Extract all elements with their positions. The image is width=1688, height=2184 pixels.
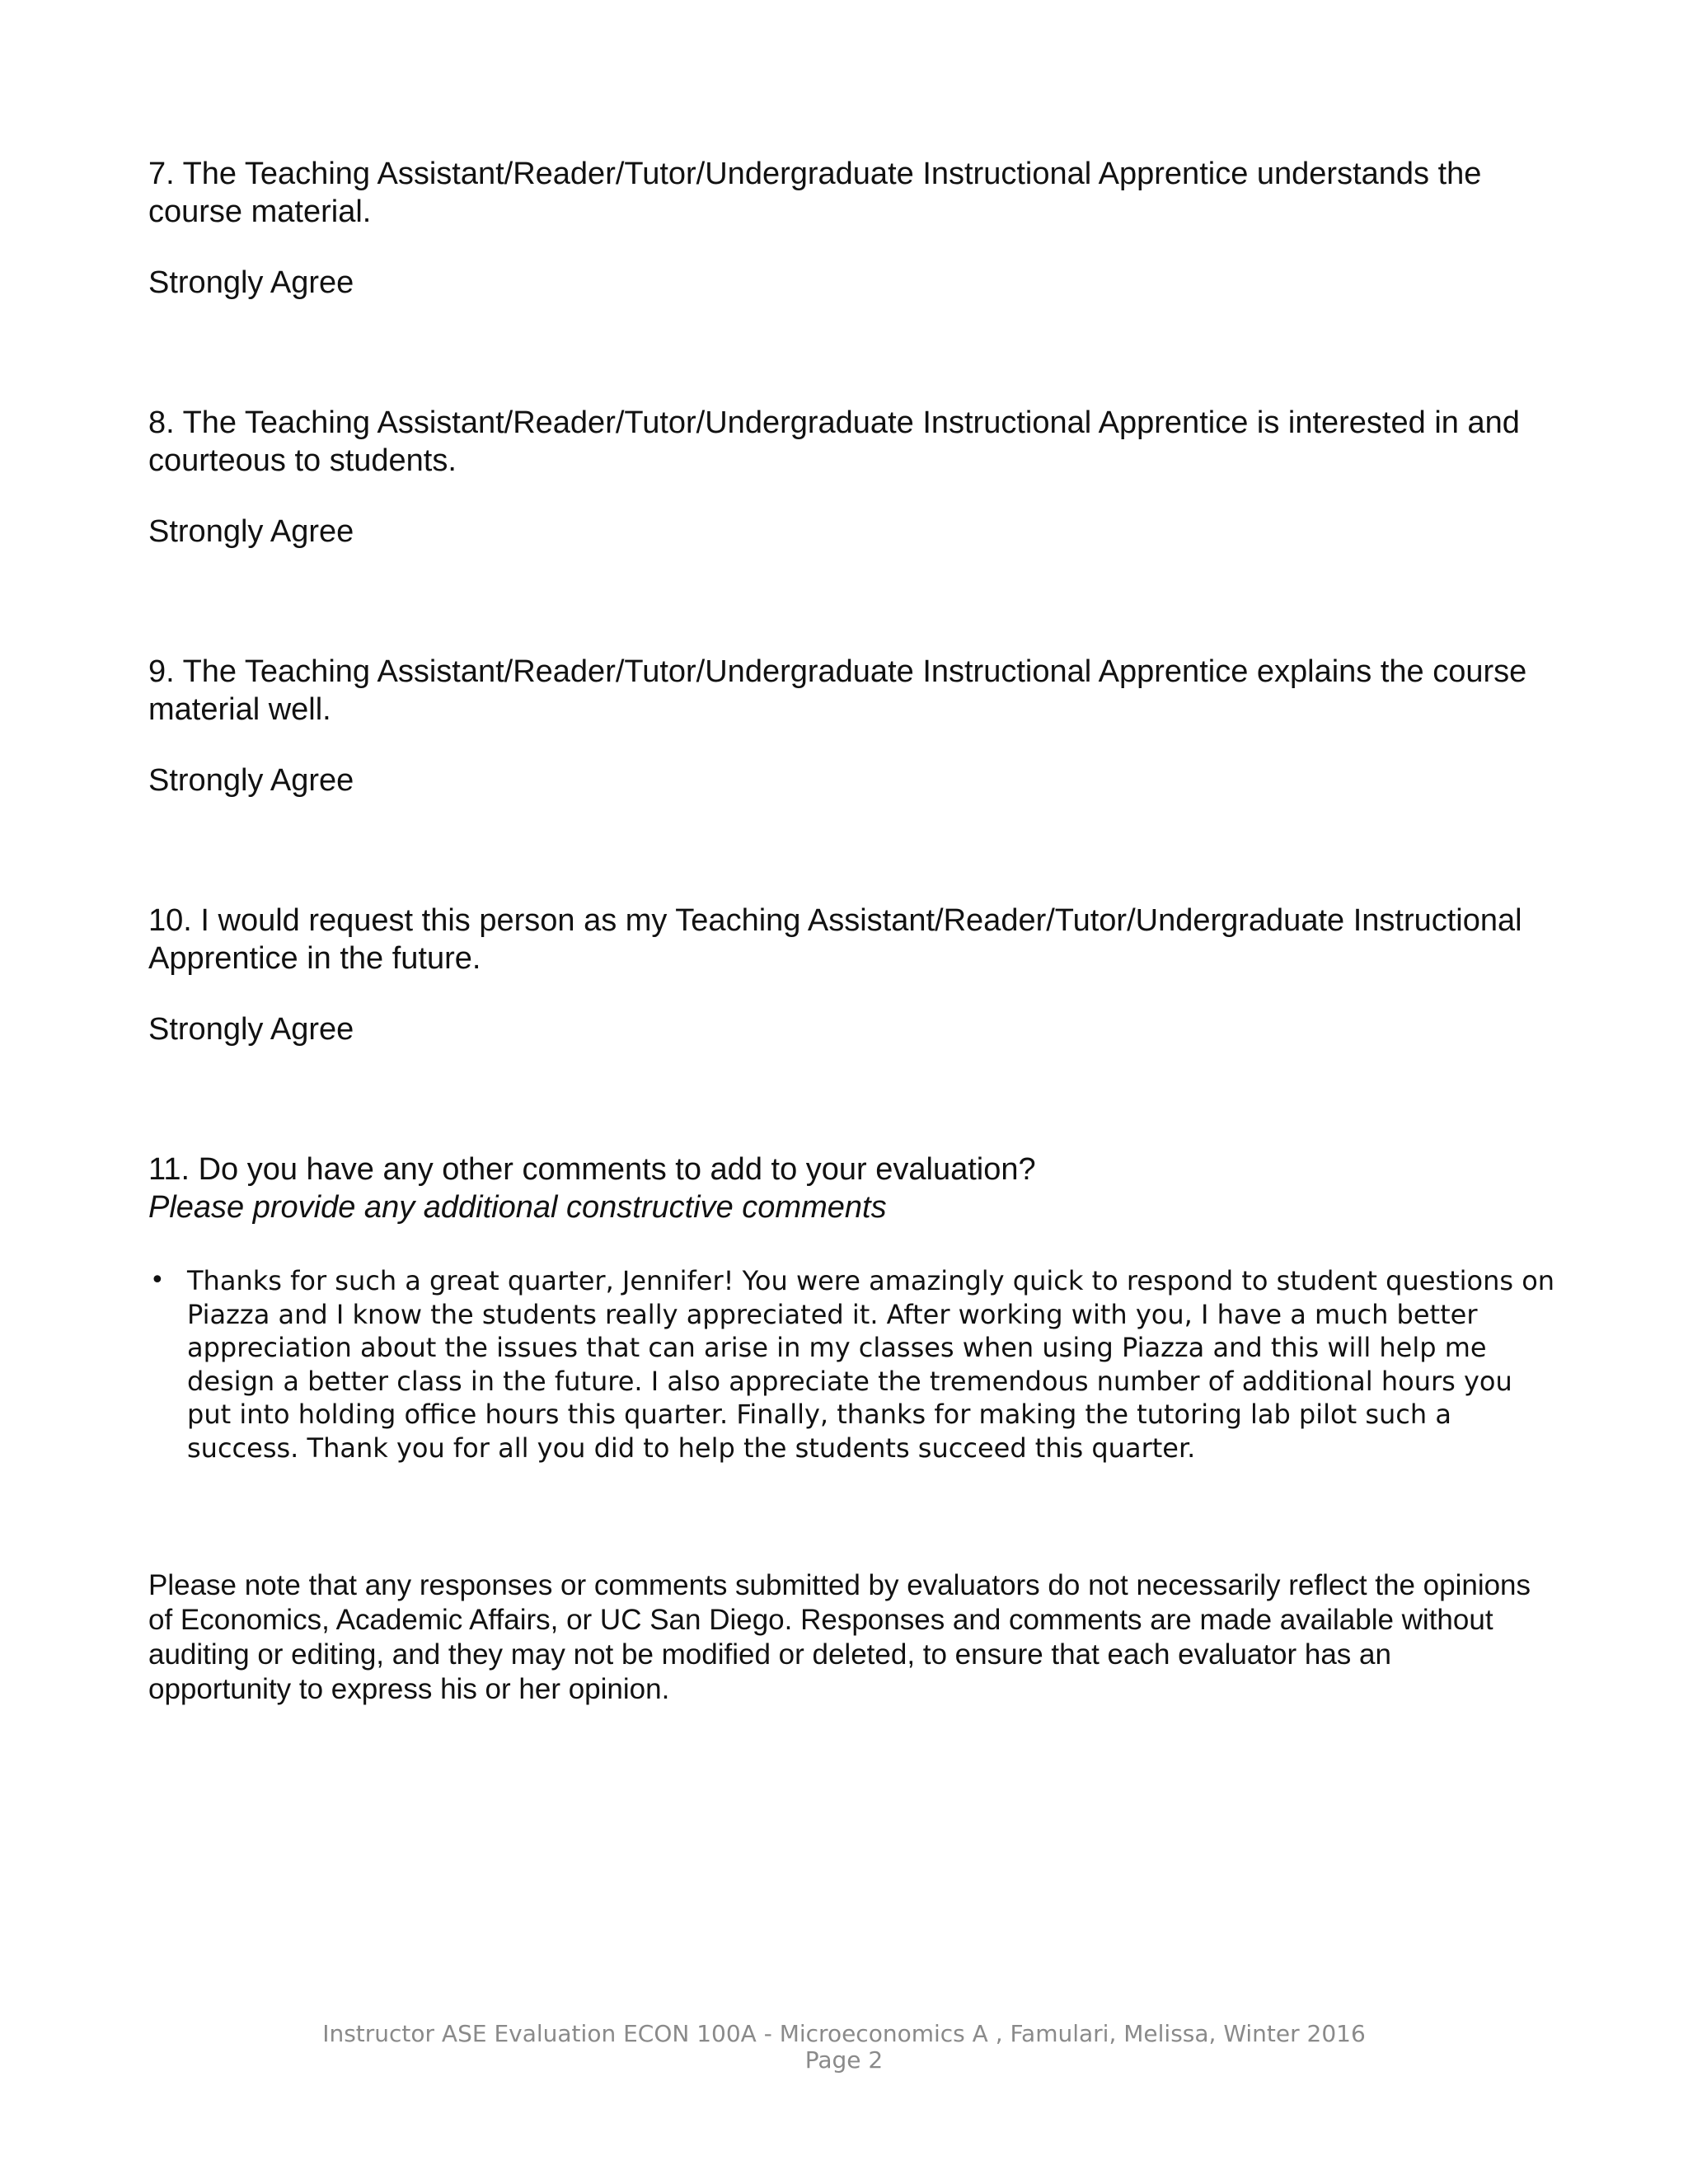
question-block-7 <box>148 155 1550 302</box>
question-7-text: 7. The Teaching Assistant/Reader/Tutor/Undergraduate Instructional Apprentice understands the course material. <box>148 157 1482 229</box>
question-block-11 <box>148 1151 1555 1465</box>
footer-title: Instructor ASE Evaluation ECON 100A - Microeconomics A , Famulari, Melissa, Winter 2016 <box>322 2020 1366 2047</box>
disclaimer-text: Please note that any responses or comments submitted by evaluators do not necessarily reflect the opinions of Economics, Academic Affairs, or UC San Diego. Responses and comments are made available without auditing or editing, and they may not be modified or deleted, to ensure that each evaluator has an opportunity to express his or her opinion. <box>148 1569 1531 1705</box>
question-10-answer: Strongly Agree <box>148 1012 354 1047</box>
list-item <box>148 1264 1555 1465</box>
bullet-icon: • <box>150 1266 165 1295</box>
question-11-text: 11. Do you have any other comments to add to your evaluation? <box>148 1152 1036 1187</box>
question-8-text: 8. The Teaching Assistant/Reader/Tutor/Undergraduate Instructional Apprentice is interested in and courteous to students. <box>148 405 1520 478</box>
question-10-text: 10. I would request this person as my Teaching Assistant/Reader/Tutor/Undergraduate Instructional Apprentice in the future. <box>148 903 1522 976</box>
question-8-answer: Strongly Agree <box>148 514 354 549</box>
comment-text: Thanks for such a great quarter, Jennifer! You were amazingly quick to respond to student questions on Piazza and I know the students really appreciated it. After working with you, I have a much better appreciation about the issues that can arise in my classes when using Piazza and this will help me design a better class in the future. I also appreciate the tremendous number of additional hours you put into holding office hours this quarter. Finally, thanks for making the tutoring lab pilot such a success. Thank you for all you did to help the students succeed this quarter. <box>187 1265 1555 1464</box>
page-content <box>148 155 1555 1707</box>
question-block-10 <box>148 902 1550 1048</box>
question-block-9 <box>148 653 1550 799</box>
question-9-answer: Strongly Agree <box>148 763 354 798</box>
question-11-subtitle: Please provide any additional constructive comments <box>148 1190 887 1225</box>
question-11-heading <box>148 1151 1550 1226</box>
question-9-text: 9. The Teaching Assistant/Reader/Tutor/Undergraduate Instructional Apprentice explains the course material well. <box>148 654 1527 727</box>
page-number: Page 2 <box>804 2046 884 2074</box>
question-block-8 <box>148 404 1550 551</box>
page-footer <box>0 2021 1688 2074</box>
comments-list <box>148 1264 1555 1465</box>
question-7-answer: Strongly Agree <box>148 265 354 300</box>
